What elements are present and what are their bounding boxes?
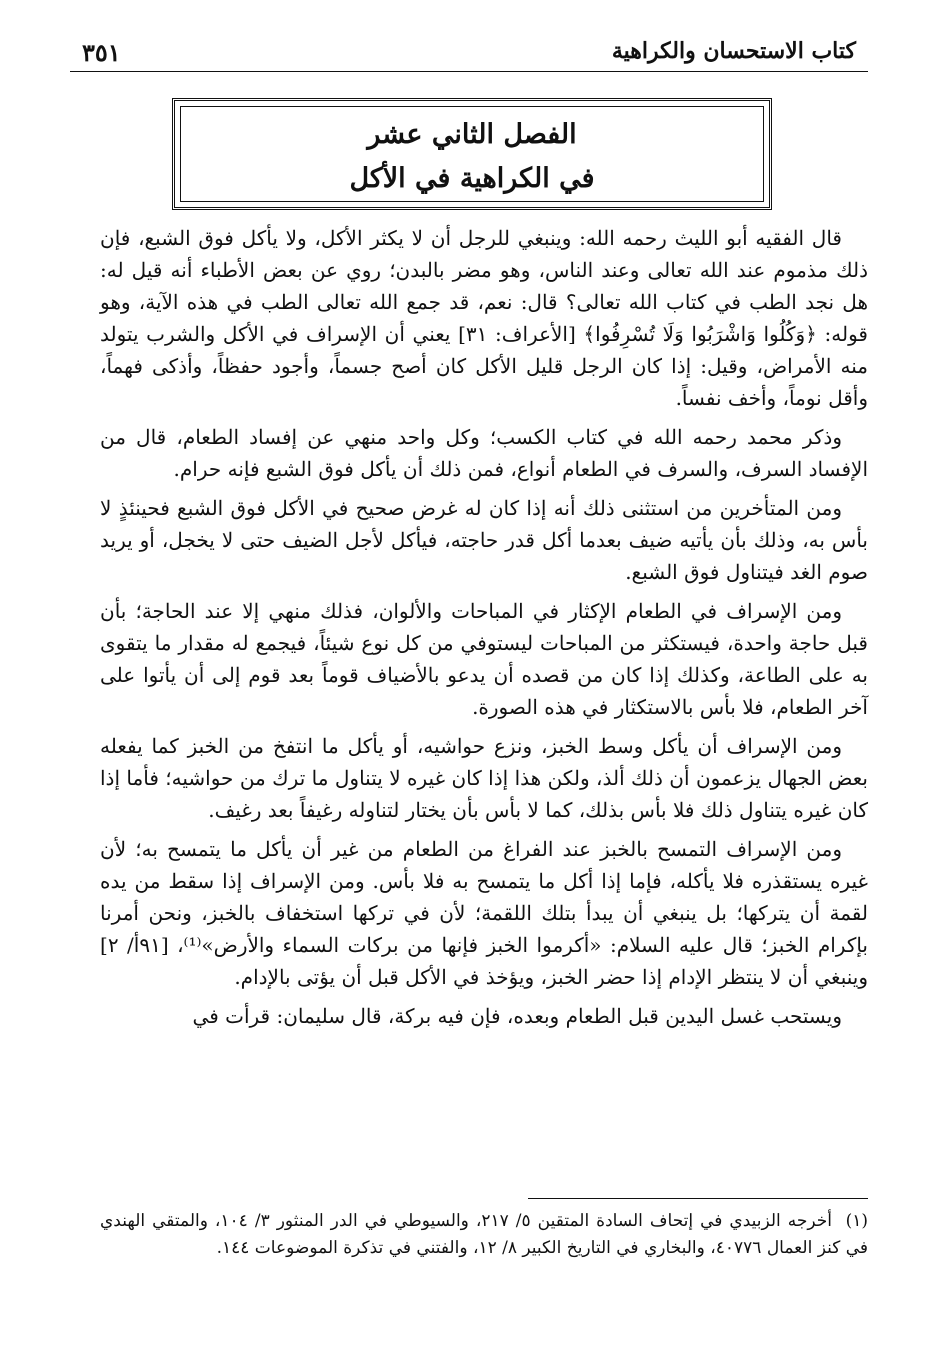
footnotes (100, 1208, 868, 1262)
chapter-heading-box (172, 98, 772, 210)
paragraph: وذكر محمد رحمه الله في كتاب الكسب؛ وكل واحد منهي عن إفساد الطعام، قال من الإفساد السرف، والسرف في الطعام أنواع، فمن ذلك أن يأكل فوق الشبع فإنه حرام. (100, 425, 868, 481)
paragraph: ومن الإسراف في الطعام الإكثار في المباحات والألوان، فذلك منهي إلا عند الحاجة؛ بأن قبل حاجة واحدة، فيستكثر من المباحات ليستوفي من كل نوع شيئاً، فيجمع له مقدار ما يتقوى به على الطاعة، وكذلك إذا كان من قصده أن يدعو بالأضياف قوماً بعد قوم إلى أن يأتوا على آخر الطعام، فلا بأس بالاستكثار في هذه الصورة. (100, 599, 868, 719)
chapter-title: الفصل الثاني عشر (367, 119, 577, 150)
body-text (100, 222, 868, 1039)
paragraph: قال الفقيه أبو الليث رحمه الله: وينبغي للرجل أن لا يكثر الأكل، ولا يأكل فوق الشبع، فإن ذلك مذموم عند الله تعالى وعند الناس، وهو مضر بالبدن؛ روي عن بعض الأطباء أنه قيل له: هل نجد الطب في كتاب الله تعالى؟ قال: نعم، قد جمع الله تعالى الطب في هذه الآية، وهو قوله: ﴿وَكُلُوا وَاشْرَبُوا وَلَا تُسْرِفُوا﴾ [الأعراف: ٣١] يعني أن الإسراف في الأكل والشرب يتولد منه الأمراض، وقيل: إذا كان الرجل قليل الأكل كان أصح جسماً، وأجود حفظاً، وأذكى فهماً، وأقل نوماً، وأخف نفساً. (100, 226, 868, 410)
page-header (82, 36, 856, 76)
footnote (100, 1208, 868, 1262)
paragraph: ومن الإسراف التمسح بالخبز عند الفراغ من الطعام من غير أن يأكل ما يتمسح به؛ لأن غيره يستقذره فلا يأكله، فإما إذا أكل ما يتمسح به فلا بأس. ومن الإسراف إذا سقط من يده لقمة أن يتركها؛ بل ينبغي أن يبدأ بتلك اللقمة؛ لأن في تركها استخفاف بالخبز، ونحن أمرنا بإكرام الخبز؛ قال عليه السلام: «أكرموا الخبز فإنها من بركات السماء والأرض»⁽¹⁾، [٩١أ/ ٢] وينبغي أن لا ينتظر الإدام إذا حضر الخبز، ويؤخذ في الأكل قبل أن يؤتى بالإدام. (100, 837, 869, 989)
footnote-text: أخرجه الزبيدي في إتحاف السادة المتقين ٥/ ٢١٧، والسيوطي في الدر المنثور ٣/ ١٠٤، والمتقي الهندي في كنز العمال ٤٠٧٧٦، والبخاري في التاريخ الكبير ٨/ ١٢، والفتني في تذكرة الموضوعات ١٤٤. (100, 1211, 868, 1258)
page-number: ٣٥١ (82, 38, 121, 67)
footnote-separator (528, 1198, 868, 1199)
book-title: كتاب الاستحسان والكراهية (611, 38, 856, 64)
paragraph: ومن الإسراف أن يأكل وسط الخبز، ونزع حواشيه، أو يأكل ما انتفخ من الخبز كما يفعله بعض الجهال يزعمون أن ذلك ألذ، ولكن هذا إذا كان غيره لا يتناول ما ترك من حواشيه؛ فأما إذا كان غيره يتناول ذلك فلا بأس بذلك، كما لا بأس بأن يختار لتناوله رغيفاً بعد رغيف. (100, 734, 868, 822)
header-rule (70, 71, 868, 72)
footnote-number: (١) (845, 1211, 869, 1231)
chapter-subtitle: في الكراهية في الأكل (349, 163, 595, 194)
paragraph: ويستحب غسل اليدين قبل الطعام وبعده، فإن فيه بركة، قال سليمان: قرأت في (192, 1004, 842, 1028)
paragraph: ومن المتأخرين من استثنى ذلك أنه إذا كان له غرض صحيح في الأكل فوق الشبع فحينئذٍ لا بأس به، وذلك بأن يأتيه ضيف بعدما أكل قدر حاجته، فيأكل لأجل الضيف حتى لا يخجل، أو يريد صوم الغد فيتناول فوق الشبع. (100, 496, 868, 584)
